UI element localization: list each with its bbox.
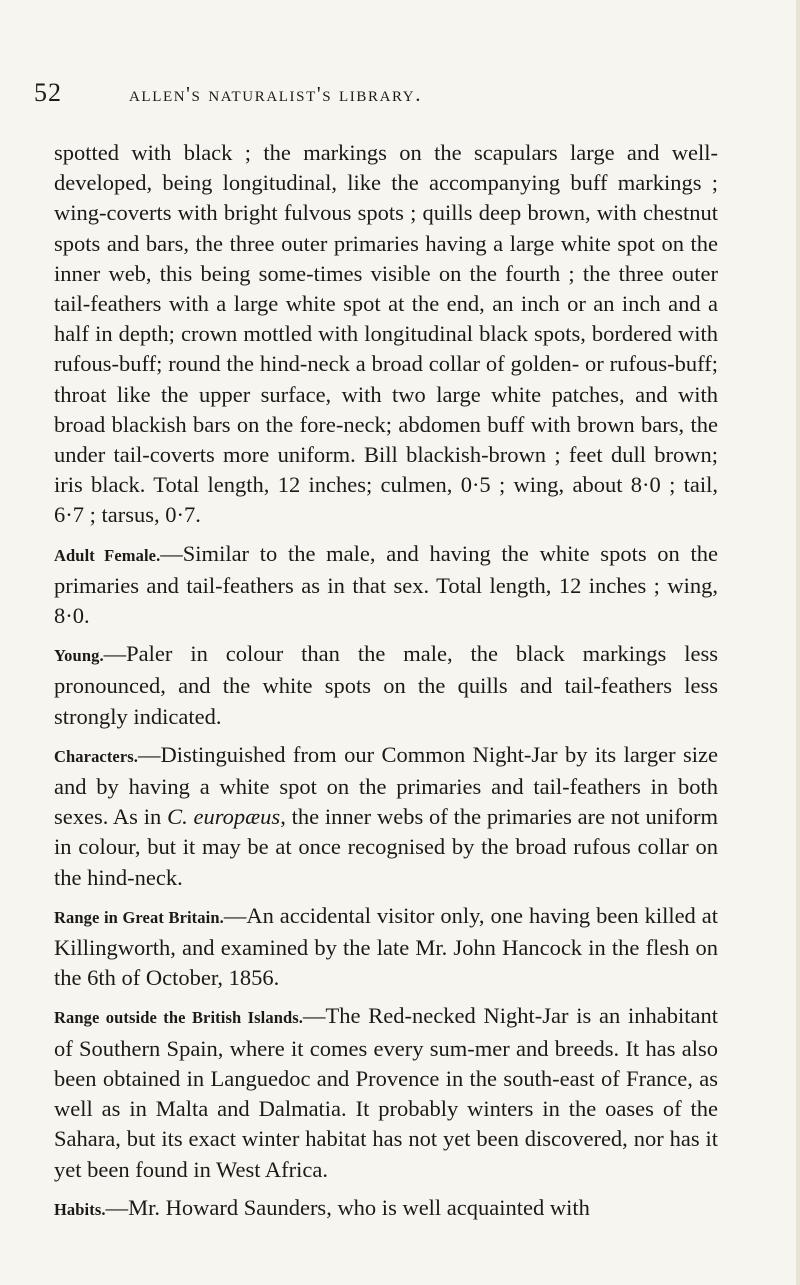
- habits-text: —Mr. Howard Saunders, who is well acquainted with: [105, 1194, 590, 1220]
- range-outside-heading: Range outside the British Islands.: [54, 1008, 303, 1028]
- page-number: 52: [34, 78, 62, 107]
- body-text: [54, 138, 718, 1225]
- young-paragraph: [54, 639, 718, 732]
- range-great-britain-paragraph: [54, 901, 718, 994]
- adult-female-text: —Similar to the male, and having the white spots on the primaries and tail-feathers as in that sex. Total length, 12 inches ; wing, 8·0.: [54, 540, 718, 629]
- range-outside-text: —The Red-necked Night-Jar is an inhabitant of Southern Spain, where it comes every sum-mer and breeds. It has also been obtained in Languedoc and Provence in the south-east of France, as well as in Malta and Dalmatia. It probably winters in the oases of the Sahara, but its exact winter habitat has not yet been discovered, nor has it yet been found in West Africa.: [54, 1003, 718, 1182]
- characters-paragraph: [54, 740, 718, 893]
- habits-paragraph: [54, 1193, 718, 1225]
- range-outside-paragraph: [54, 1001, 718, 1184]
- range-great-britain-heading: Range in Great Britain.: [54, 907, 224, 927]
- young-heading: Young.: [54, 646, 104, 666]
- young-text: —Paler in colour than the male, the black markings less pronounced, and the white spots on the quills and tail-feathers less strongly indicated.: [54, 641, 718, 729]
- adult-female-paragraph: [54, 539, 718, 632]
- adult-female-heading: Adult Female.: [54, 545, 161, 565]
- characters-heading: Characters.: [54, 746, 139, 766]
- running-head: allen's naturalist's library.: [129, 82, 423, 106]
- range-great-britain-text: —An accidental visitor only, one having been killed at Killingworth, and examined by the late Mr. John Hancock in the flesh on the 6th of October, 1856.: [54, 902, 719, 991]
- characters-text-before: —Distinguished from our Common Night-Jar by its larger size and by having a white spot on the primaries and tail-feathers in both sexes. As in: [54, 741, 718, 830]
- species-name: C. europæus: [167, 804, 281, 830]
- description-paragraph: spotted with black ; the markings on the scapulars large and well-developed, being longitudinal, like the accompanying buff markings ; wing-coverts with bright fulvous spots ; quills deep brown, with chestnut spots and bars, the three outer primaries having a large white spot on the inner web, this being some-times visible on the fourth ; the three outer tail-feathers with a large white spot at the end, an inch or an inch and a half in depth; crown mottled with longitudinal black spots, bordered with rufous-buff; round the hind-neck a broad collar of golden- or rufous-buff; throat like the upper surface, with two large white patches, and with broad blackish bars on the fore-neck; abdomen buff with brown bars, the under tail-coverts more uniform. Bill blackish-brown ; feet dull brown; iris black. Total length, 12 inches; culmen, 0·5 ; wing, about 8·0 ; tail, 6·7 ; tarsus, 0·7.: [54, 140, 718, 528]
- characters-text-after: , the inner webs of the primaries are not uniform in colour, but it may be at once recognised by the broad rufous collar on the hind-neck.: [54, 804, 718, 890]
- habits-heading: Habits.: [54, 1199, 106, 1219]
- page-header: [34, 78, 718, 114]
